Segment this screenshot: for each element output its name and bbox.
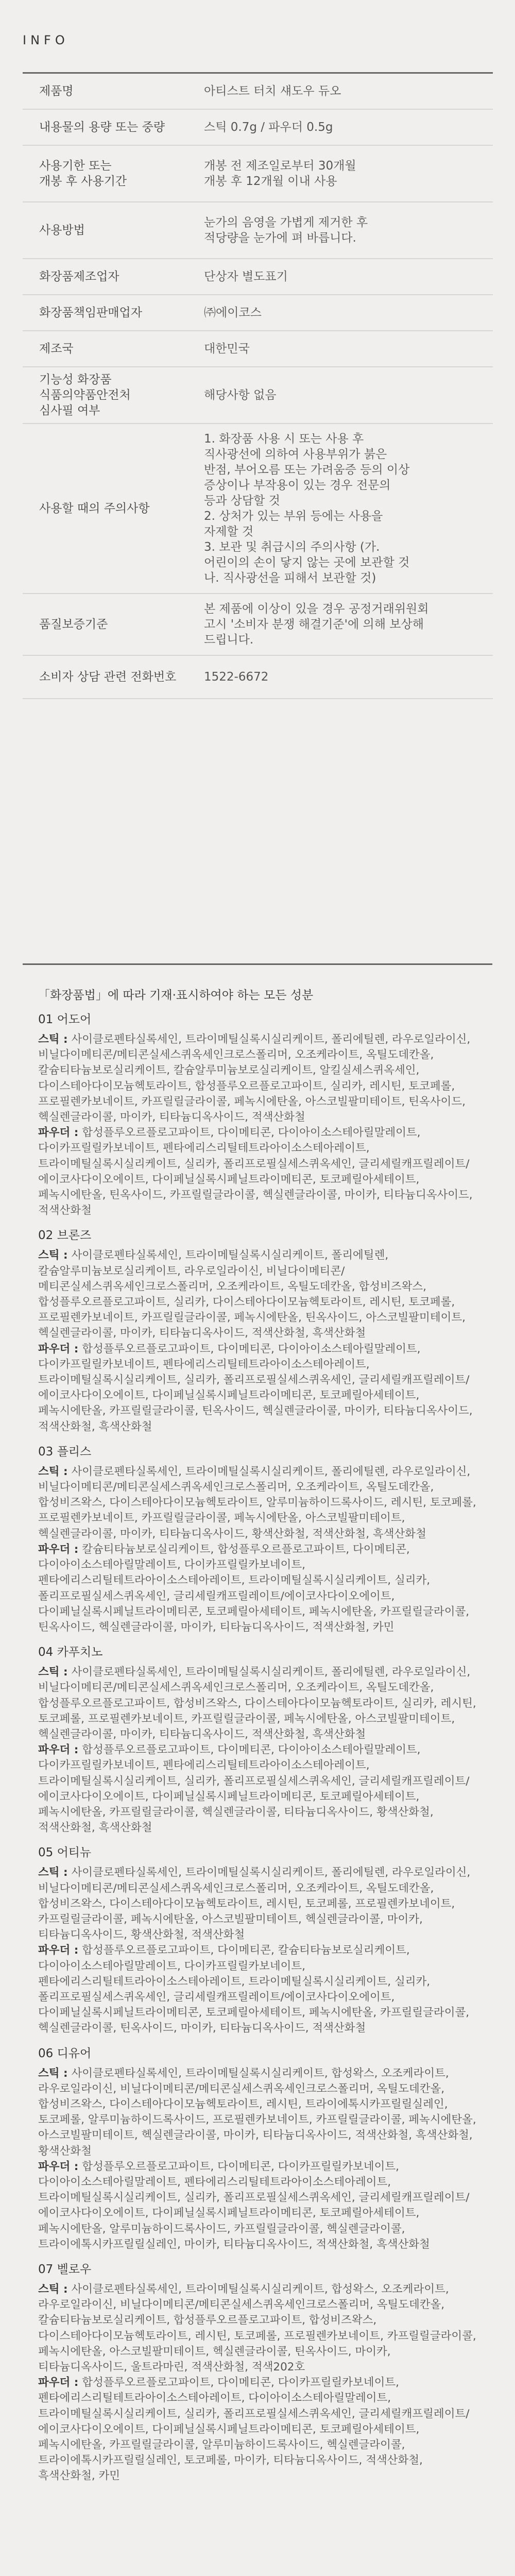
info-row <box>23 73 493 109</box>
stick-ingredients <box>38 1032 477 1125</box>
info-value-line: 해당사항 없음 <box>204 388 277 402</box>
info-label-line: 화장품책임판매업자 <box>39 306 142 319</box>
info-row <box>23 331 493 367</box>
powder-label: 파우더 : <box>38 1743 79 1757</box>
ingredients-heading: 「화장품법」에 따라 기재·표시하여야 하는 모든 성분 <box>38 989 314 1002</box>
info-row <box>23 367 493 423</box>
info-row <box>23 259 493 295</box>
shade-list <box>38 1012 477 2484</box>
info-value-line: 드립니다. <box>204 633 254 647</box>
info-value <box>204 594 493 655</box>
shade-block <box>38 2046 477 2252</box>
info-value-line: 1. 화장품 사용 시 또는 사용 후 <box>204 432 364 446</box>
stick-label: 스틱 : <box>38 2283 68 2296</box>
info-value-line: 개봉 전 제조일로부터 30개월 <box>204 159 356 173</box>
info-label <box>23 367 204 423</box>
info-label <box>23 594 204 655</box>
info-label <box>23 73 204 109</box>
powder-label: 파우더 : <box>38 1342 79 1355</box>
stick-ingredients <box>38 1865 477 1943</box>
shade-block <box>38 1845 477 2036</box>
info-value <box>204 295 493 331</box>
info-value-line: 아티스트 터치 섀도우 듀오 <box>204 84 341 98</box>
shade-title: 02 브론즈 <box>38 1229 92 1243</box>
shade-title: 01 어도어 <box>38 1013 92 1026</box>
info-value-line: 스틱 0.7g / 파우더 0.5g <box>204 120 333 134</box>
info-value-line: 3. 보관 및 취급시의 주의사항 (가. <box>204 540 380 554</box>
info-label-line: 소비자 상담 관련 전화번호 <box>39 670 177 684</box>
info-value <box>204 145 493 202</box>
info-value-line: 눈가의 음영을 가볍게 제거한 후 <box>204 215 368 229</box>
stick-label: 스틱 : <box>38 2066 68 2080</box>
shade-title: 04 카푸치노 <box>38 1646 103 1659</box>
powder-label: 파우더 : <box>38 1944 79 1957</box>
powder-ingredients <box>38 1342 477 1435</box>
powder-ingredient-text: 합성플루오르플로고파이트, 다이메티콘, 칼슘티타늄보로실리케이트, 다이아이소스테아릴말레이트, 다이카프릴릴카보네이트, 펜타에리스리틸테트라아이소스테아레이트, 트라이메틸실록시실리케이트, 실리카, 폴리프로필실세스퀴옥세인, 글리세릴캐프릴레이트/에이코사다이오에이트, 다이페닐실록시페닐트라이메티콘, 토코페릴아세테이트, 페녹시에탄올, 카프릴릴글라이콜, 헥실렌글라이콜, 틴옥사이드, 마이카, 티타늄디옥사이드, 적색산화철 <box>38 1944 470 2035</box>
powder-ingredient-text: 칼슘티타늄보로실리케이트, 합성플루오르플로고파이트, 다이메티콘, 다이아이소스테아릴말레이트, 다이카프릴릴카보네이트, 펜타에리스리틸테트라아이소스테아레이트, 트라이메틸실록시실리케이트, 실리카, 폴리프로필실세스퀴옥세인, 글리세릴캐프릴레이트/에이코사다이오에이트, 다이페닐실록시페닐트라이메티콘, 토코페릴아세테이트, 페녹시에탄올, 카프릴릴글라이콜, 틴옥사이드, 헥실렌글라이콜, 마이카, 티타늄디옥사이드, 적색산화철, 카민 <box>38 1543 470 1634</box>
info-value-line: 개봉 후 12개월 이내 사용 <box>204 174 337 188</box>
info-label-line: 제조국 <box>39 342 74 355</box>
stick-label: 스틱 : <box>38 1866 68 1879</box>
info-value-line: 대한민국 <box>204 342 250 355</box>
stick-ingredient-text: 사이클로펜타실록세인, 트라이메틸실록시실리케이트, 합성왁스, 오조케라이트, 라우로일라이신, 비닐다이메티콘/메티콘실세스퀴옥세인크로스폴리머, 옥틸도데칸올, 합성비즈왁스, 다이스테아다이모늄헥토라이트, 레시틴, 트라이에톡시카프릴릴실레인, 토코페롤, 알루미늄하이드록사이드, 프로필렌카보네이트, 카프릴릴글라이콜, 페녹시에탄올, 아스코빌팔미테이트, 헥실렌글라이콜, 마이카, 티타늄디옥사이드, 적색산화철, 흑색산화철, 황색산화철 <box>38 2066 476 2158</box>
info-row <box>23 295 493 331</box>
info-row <box>23 655 493 699</box>
info-value <box>204 259 493 295</box>
info-value-line: 1522-6672 <box>204 670 269 684</box>
info-row <box>23 202 493 259</box>
info-value-line: 반점, 부어오름 또는 가려움증 등의 이상 <box>204 463 410 477</box>
info-value-line: 적당량을 눈가에 펴 바릅니다. <box>204 231 356 245</box>
powder-ingredients <box>38 1125 477 1218</box>
info-row <box>23 145 493 202</box>
info-label-line: 사용방법 <box>39 223 85 237</box>
powder-label: 파우더 : <box>38 1126 79 1140</box>
section-title: INFO <box>23 33 69 47</box>
info-value-line: 단상자 별도표기 <box>204 269 288 283</box>
powder-ingredients <box>38 2375 477 2484</box>
stick-ingredient-text: 사이클로펜타실록세인, 트라이메틸실록시실리케이트, 합성왁스, 오조케라이트, 라우로일라이신, 비닐다이메티콘/메티콘실세스퀴옥세인크로스폴리머, 옥틸도데칸올, 칼슘티타늄보로실리케이트, 합성플루오르플로고파이트, 합성비즈왁스, 다이스테아다이모늄헥토라이트, 레시틴, 토코페롤, 프로필렌카보네이트, 카프릴릴글라이콜, 페녹시에탄올, 아스코빌팔미테이트, 헥실렌글라이콜, 틴옥사이드, 마이카, 티타늄디옥사이드, 울트라마린, 적색산화철, 적색202호 <box>38 2283 476 2374</box>
info-value <box>204 655 493 699</box>
info-value-line: 본 제품에 이상이 있을 경우 공정거래위원회 <box>204 602 429 616</box>
powder-ingredient-text: 합성플루오르플로고파이트, 다이메티콘, 다이아이소스테아릴말레이트, 다이카프릴릴카보네이트, 펜타에리스리틸테트라아이소스테아레이트, 트라이메틸실록시실리케이트, 실리카, 폴리프로필실세스퀴옥세인, 글리세릴캐프릴레이트/에이코사다이오에이트, 다이페닐실록시페닐트라이메티콘, 토코페릴아세테이트, 페녹시에탄올, 카프릴릴글라이콜, 틴옥사이드, 헥실렌글라이콜, 마이카, 티타늄디옥사이드, 적색산화철, 흑색산화철 <box>38 1342 473 1433</box>
powder-label: 파우더 : <box>38 2160 79 2173</box>
info-label <box>23 259 204 295</box>
info-label-line: 내용물의 용량 또는 중량 <box>39 120 165 134</box>
info-value-line: ㈜에이코스 <box>204 306 262 319</box>
stick-label: 스틱 : <box>38 1033 68 1046</box>
shade-block <box>38 1012 477 1218</box>
info-value <box>204 109 493 145</box>
info-value <box>204 331 493 367</box>
powder-ingredient-text: 합성플루오르플로고파이트, 다이메티콘, 다이카프릴릴카보네이트, 펜타에리스리틸테트라아이소스테아레이트, 다이아이소스테아릴말레이트, 트라이메틸실록시실리케이트, 실리카, 폴리프로필실세스퀴옥세인, 글리세릴캐프릴레이트/에이코사다이오에이트, 다이페닐실록시페닐트라이메티콘, 토코페릴아세테이트, 페녹시에탄올, 카프릴릴글라이콜, 알루미늄하이드록사이드, 헥실렌글라이콜, 트라이에톡시카프릴릴실레인, 토코페롤, 마이카, 티타늄디옥사이드, 적색산화철, 흑색산화철, 카민 <box>38 2376 470 2483</box>
info-label-line: 화장품제조업자 <box>39 269 119 283</box>
info-label-line: 식품의약품안전처 <box>39 388 131 402</box>
stick-ingredient-text: 사이클로펜타실록세인, 트라이메틸실록시실리케이트, 폴리에틸렌, 라우로일라이신, 비닐다이메티콘/메티콘실세스퀴옥세인크로스폴리머, 오조케라이트, 옥틸도데칸올, 합성플루오르플로고파이트, 합성비즈왁스, 다이스테아다이모늄헥토라이트, 실리카, 레시틴, 토코페롤, 프로필렌카보네이트, 카프릴릴글라이콜, 페녹시에탄올, 아스코빌팔미테이트, 헥실렌글라이콜, 마이카, 티타늄디옥사이드, 적색산화철, 흑색산화철 <box>38 1666 476 1741</box>
info-value <box>204 423 493 594</box>
info-label <box>23 423 204 594</box>
info-row <box>23 109 493 145</box>
info-label <box>23 655 204 699</box>
powder-ingredients <box>38 2159 477 2252</box>
info-value-line: 나. 직사광선을 피해서 보관할 것) <box>204 571 376 585</box>
info-label <box>23 109 204 145</box>
info-value <box>204 202 493 259</box>
stick-label: 스틱 : <box>38 1465 68 1478</box>
shade-title: 05 어티뉴 <box>38 1846 92 1860</box>
shade-block <box>38 1645 477 1836</box>
stick-label: 스틱 : <box>38 1249 68 1262</box>
shade-block <box>38 1228 477 1434</box>
shade-title: 06 디유어 <box>38 2046 92 2060</box>
stick-label: 스틱 : <box>38 1666 68 1679</box>
stick-ingredient-text: 사이클로펜타실록세인, 트라이메틸실록시실리케이트, 폴리에틸렌, 칼슘알루미늄보로실리케이트, 라우로일라이신, 비닐다이메티콘/메티콘실세스퀴옥세인크로스폴리머, 오조케라이트, 옥틸도데칸올, 합성비즈왁스, 합성플루오르플로고파이트, 실리카, 다이스테아다이모늄헥토라이트, 레시틴, 토코페롤, 프로필렌카보네이트, 카프릴릴글라이콜, 페녹시에탄올, 틴옥사이드, 아스코빌팔미테이트, 헥실렌글라이콜, 마이카, 티타늄디옥사이드, 적색산화철, 흑색산화철 <box>38 1249 466 1340</box>
powder-ingredient-text: 합성플루오르플로고파이트, 다이메티콘, 다이아이소스테아릴말레이트, 다이카프릴릴카보네이트, 펜타에리스리틸테트라아이소스테아레이트, 트라이메틸실록시실리케이트, 실리카, 폴리프로필실세스퀴옥세인, 글리세릴캐프릴레이트/에이코사다이오에이트, 다이페닐실록시페닐트라이메티콘, 토코페릴아세테이트, 페녹시에탄올, 카프릴릴글라이콜, 헥실렌글라이콜, 티타늄디옥사이드, 황색산화철, 적색산화철, 흑색산화철 <box>38 1743 470 1835</box>
info-value-line: 직사광선에 의하여 사용부위가 붉은 <box>204 447 387 461</box>
stick-ingredients <box>38 1248 477 1341</box>
info-value-line: 고시 '소비자 분쟁 해결기준'에 의해 보상해 <box>204 617 424 631</box>
info-row <box>23 423 493 594</box>
shade-title: 03 플리스 <box>38 1445 92 1459</box>
stick-ingredient-text: 사이클로펜타실록세인, 트라이메틸실록시실리케이트, 폴리에틸렌, 라우로일라이신, 비닐다이메티콘/메티콘실세스퀴옥세인크로스폴리머, 오조케라이트, 옥틸도데칸올, 칼슘티타늄보로실리케이트, 칼슘알루미늄보로실리케이트, 알킬실세스퀴옥세인, 다이스테아다이모늄헥토라이트, 합성플루오르플로고파이트, 실리카, 레시틴, 토코페롤, 프로필렌카보네이트, 카프릴릴글라이콜, 페녹시에탄올, 아스코빌팔미테이트, 틴옥사이드, 헥실렌글라이콜, 마이카, 티타늄디옥사이드, 적색산화철 <box>38 1033 471 1124</box>
stick-ingredient-text: 사이클로펜타실록세인, 트라이메틸실록시실리케이트, 폴리에틸렌, 라우로일라이신, 비닐다이메티콘/메티콘실세스퀴옥세인크로스폴리머, 오조케라이트, 옥틸도데칸올, 합성비즈왁스, 다이스테아다이모늄헥토라이트, 레시틴, 토코페롤, 프로필렌카보네이트, 카프릴릴글라이콜, 페녹시에탄올, 아스코빌팔미테이트, 헥실렌글라이콜, 마이카, 티타늄디옥사이드, 황색산화철, 적색산화철 <box>38 1866 471 1942</box>
shade-block <box>38 2262 477 2484</box>
info-label-line: 품질보증기준 <box>39 617 108 631</box>
powder-ingredient-text: 합성플루오르플로고파이트, 다이메티콘, 다이아이소스테아릴말레이트, 다이카프릴릴카보네이트, 펜타에리스리틸테트라아이소스테아레이트, 트라이메틸실록시실리케이트, 실리카, 폴리프로필실세스퀴옥세인, 글리세릴캐프릴레이트/에이코사다이오에이트, 다이페닐실록시페닐트라이메티콘, 토코페릴아세테이트, 페녹시에탄올, 틴옥사이드, 카프릴릴글라이콜, 헥실렌글라이콜, 마이카, 티타늄디옥사이드, 적색산화철 <box>38 1126 473 1217</box>
powder-ingredient-text: 합성플루오르플로고파이트, 다이메티콘, 다이카프릴릴카보네이트, 다이아이소스테아릴말레이트, 펜타에리스리틸테트라아이소스테아레이트, 트라이메틸실록시실리케이트, 실리카, 폴리프로필실세스퀴옥세인, 글리세릴캐프릴레이트/에이코사다이오에이트, 다이페닐실록시페닐트라이메티콘, 토코페릴아세테이트, 페녹시에탄올, 알루미늄하이드록사이드, 카프릴릴글라이콜, 헥실렌글라이콜, 트라이에톡시카프릴릴실레인, 마이카, 티타늄디옥사이드, 적색산화철, 흑색산화철 <box>38 2160 470 2251</box>
powder-label: 파우더 : <box>38 2376 79 2389</box>
stick-ingredients <box>38 1464 477 1542</box>
info-value-line: 2. 상처가 있는 부위 등에는 사용을 <box>204 509 383 523</box>
stick-ingredients <box>38 1665 477 1742</box>
stick-ingredients <box>38 2066 477 2159</box>
ingredients-section <box>23 963 492 2484</box>
stick-ingredients <box>38 2282 477 2375</box>
product-info-table <box>23 72 493 699</box>
info-value <box>204 73 493 109</box>
shade-title: 07 벨로우 <box>38 2263 92 2277</box>
info-label <box>23 202 204 259</box>
shade-block <box>38 1444 477 1635</box>
powder-ingredients <box>38 1943 477 2036</box>
info-label-line: 개봉 후 사용기간 <box>39 174 127 188</box>
info-label-line: 제품명 <box>39 84 74 98</box>
info-label-line: 사용할 때의 주의사항 <box>39 501 150 515</box>
powder-ingredients <box>38 1742 477 1836</box>
info-label-line: 사용기한 또는 <box>39 159 112 173</box>
info-value-line: 증상이나 부작용이 있는 경우 전문의 <box>204 478 391 492</box>
info-label <box>23 331 204 367</box>
info-row <box>23 594 493 655</box>
stick-ingredient-text: 사이클로펜타실록세인, 트라이메틸실록시실리케이트, 폴리에틸렌, 라우로일라이신, 비닐다이메티콘/메티콘실세스퀴옥세인크로스폴리머, 오조케라이트, 옥틸도데칸올, 합성비즈왁스, 다이스테아다이모늄헥토라이트, 알루미늄하이드록사이드, 레시틴, 토코페롤, 프로필렌카보네이트, 카프릴릴글라이콜, 페녹시에탄올, 아스코빌팔미테이트, 헥실렌글라이콜, 마이카, 티타늄디옥사이드, 황색산화철, 적색산화철, 흑색산화철 <box>38 1465 476 1540</box>
info-label-line: 심사필 여부 <box>39 403 100 417</box>
info-value-line: 등과 상담할 것 <box>204 494 280 507</box>
info-label <box>23 295 204 331</box>
info-value <box>204 367 493 423</box>
info-label-line: 기능성 화장품 <box>39 372 112 386</box>
powder-label: 파우더 : <box>38 1543 79 1556</box>
info-label <box>23 145 204 202</box>
info-value-line: 어린이의 손이 닿지 않는 곳에 보관할 것 <box>204 555 410 569</box>
powder-ingredients <box>38 1542 477 1635</box>
info-value-line: 자제할 것 <box>204 524 254 538</box>
